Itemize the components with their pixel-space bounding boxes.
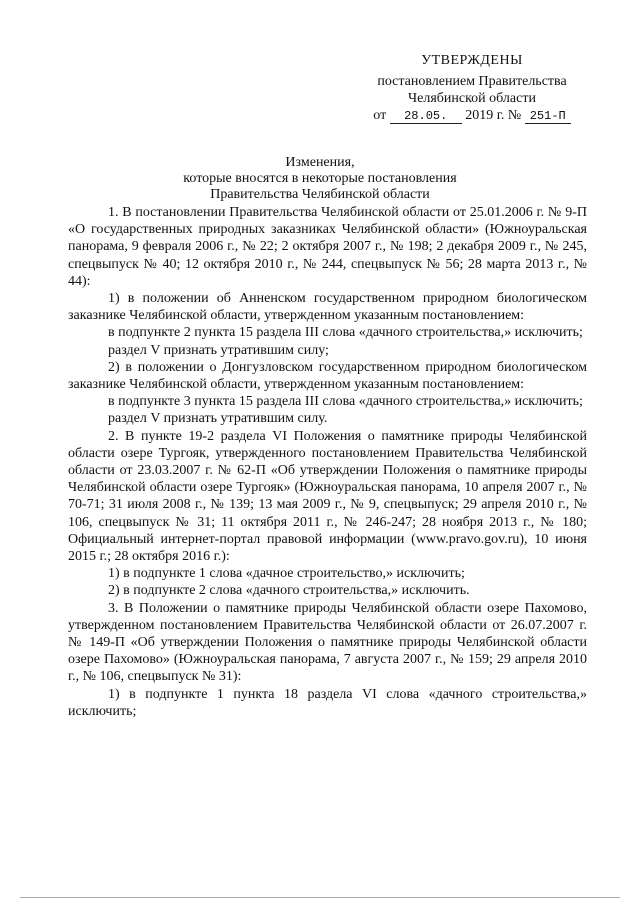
approval-year-label: 2019 г. № bbox=[465, 108, 522, 123]
paragraph: 2) в положении о Донгузловском государственном природном биологическом заказнике Челябинской области, утвержденном указанным постановлением: bbox=[68, 359, 587, 393]
paragraph: 1) в подпункте 1 пункта 18 раздела VI слова «дачного строительства,» исключить; bbox=[68, 686, 587, 719]
approval-from-label: от bbox=[373, 108, 387, 123]
paragraph: раздел V признать утратившим силу; bbox=[108, 342, 329, 358]
approval-number: 251-П bbox=[525, 110, 571, 124]
paragraph: 3. В Положении о памятнике природы Челябинской области озере Пахомово, утвержденном постановлением Правительства Челябинской области от 26.07.2007 г. № 149-П «Об утверждении Положения о памятнике природы Челябинской области озере Пахомово» (Южноуральская панорама, 7 августа 2007 г., № 159; 29 апреля 2010 г., № 106, спецвыпуск № 31): bbox=[68, 600, 587, 685]
approval-header: УТВЕРЖДЕНЫ bbox=[421, 53, 523, 68]
paragraph: в подпункте 2 пункта 15 раздела III слова «дачного строительства,» исключить; bbox=[108, 325, 583, 341]
paragraph: 1) в подпункте 1 слова «дачное строительство,» исключить; bbox=[108, 566, 465, 582]
approval-date: 28.05. bbox=[390, 110, 462, 124]
approval-stamp bbox=[362, 52, 582, 124]
document-title bbox=[60, 155, 580, 203]
paragraph: раздел V признать утратившим силу. bbox=[108, 411, 328, 427]
approval-date-line bbox=[362, 107, 582, 124]
title-line-1: Изменения, bbox=[285, 155, 355, 170]
document-body bbox=[68, 204, 587, 720]
title-line-2: которые вносятся в некоторые постановления bbox=[183, 171, 457, 186]
title-line-3: Правительства Челябинской области bbox=[210, 187, 430, 202]
paragraph: 2. В пункте 19-2 раздела VI Положения о памятнике природы Челябинской области озере Тургояк, утвержденного постановлением Правительства Челябинской области от 23.03.2007 г. № 62-П «Об утверждении Положения о памятнике природы Челябинской области озере Тургояк» (Южноуральская панорама, 10 апреля 2007 г., № 70-71; 31 июля 2008 г., № 139; 13 мая 2009 г., № 9, спецвыпуск; 29 апреля 2010 г., № 106, спецвыпуск № 31; 11 октября 2011 г., № 246-247; 28 ноября 2013 г., № 180; Официальный интернет-портал правовой информации (www.pravo.gov.ru), 10 июня 2015 г.; 28 октября 2016 г.): bbox=[68, 428, 587, 565]
paragraph: 1. В постановлении Правительства Челябинской области от 25.01.2006 г. № 9-П «О государственных природных заказниках Челябинской области» (Южноуральская панорама, 9 февраля 2006 г., № 22; 2 октября 2007 г., № 198; 2 декабря 2009 г., № 245, спецвыпуск № 40; 12 октября 2010 г., № 244, спецвыпуск № 56; 28 марта 2013 г., № 44): bbox=[68, 205, 587, 289]
approval-line-2: Челябинской области bbox=[408, 91, 536, 106]
page-bottom-divider bbox=[20, 897, 620, 898]
paragraph: 2) в подпункте 2 слова «дачного строительства,» исключить. bbox=[108, 583, 470, 599]
paragraph: в подпункте 3 пункта 15 раздела III слова «дачного строительства,» исключить; bbox=[108, 394, 583, 410]
paragraph: 1) в положении об Анненском государственном природном биологическом заказнике Челябинской области, утвержденном указанным постановлением: bbox=[68, 291, 587, 324]
approval-line-1: постановлением Правительства bbox=[377, 74, 567, 89]
